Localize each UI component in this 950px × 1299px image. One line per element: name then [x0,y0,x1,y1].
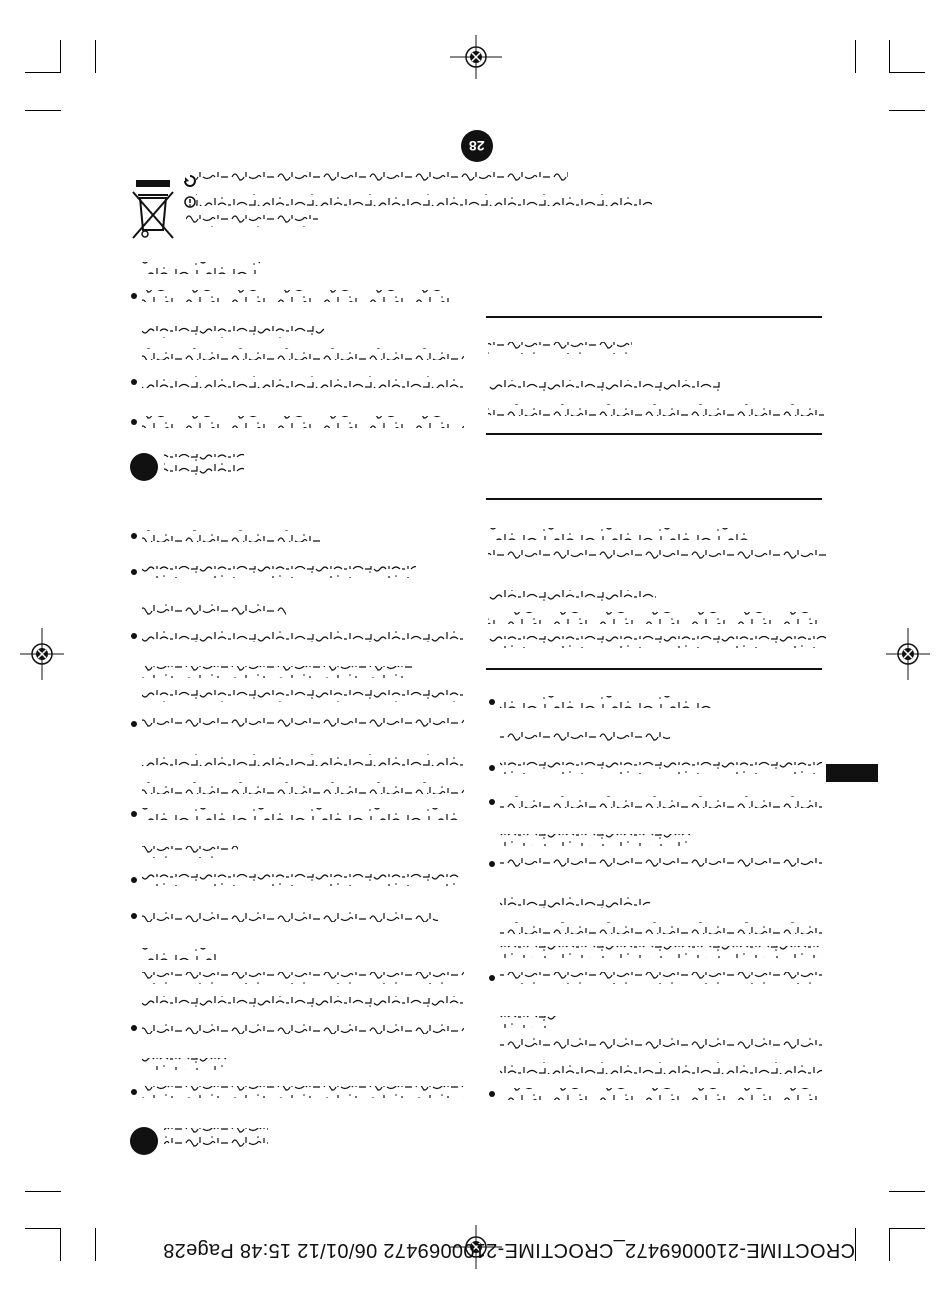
language-side-tab [826,764,878,782]
rule [486,668,822,670]
list-bullet [131,1089,137,1095]
list-bullet [131,533,137,539]
list-bullet [131,913,137,919]
print-slug: CROCTIME-2100069472_CROCTIME-2100069472 06/01/12 15:48 Page28 [162,1239,855,1261]
list-bullet [489,699,495,705]
rule [486,316,822,318]
section-heading-bullet [130,1127,158,1155]
rule [486,498,822,500]
section-heading-bullet [130,453,158,481]
list-bullet [131,811,137,817]
list-bullet [489,799,495,805]
rule [486,433,822,435]
list-bullet [131,1025,137,1031]
list-bullet [131,721,137,727]
list-bullet [131,293,137,299]
page-number: 28 [461,130,493,162]
list-bullet [489,861,495,867]
list-bullet [489,975,495,981]
list-bullet [131,379,137,385]
list-bullet [131,877,137,883]
list-bullet [131,569,137,575]
list-bullet [489,1091,495,1097]
list-bullet [131,419,137,425]
list-bullet [489,765,495,771]
list-bullet [131,633,137,639]
